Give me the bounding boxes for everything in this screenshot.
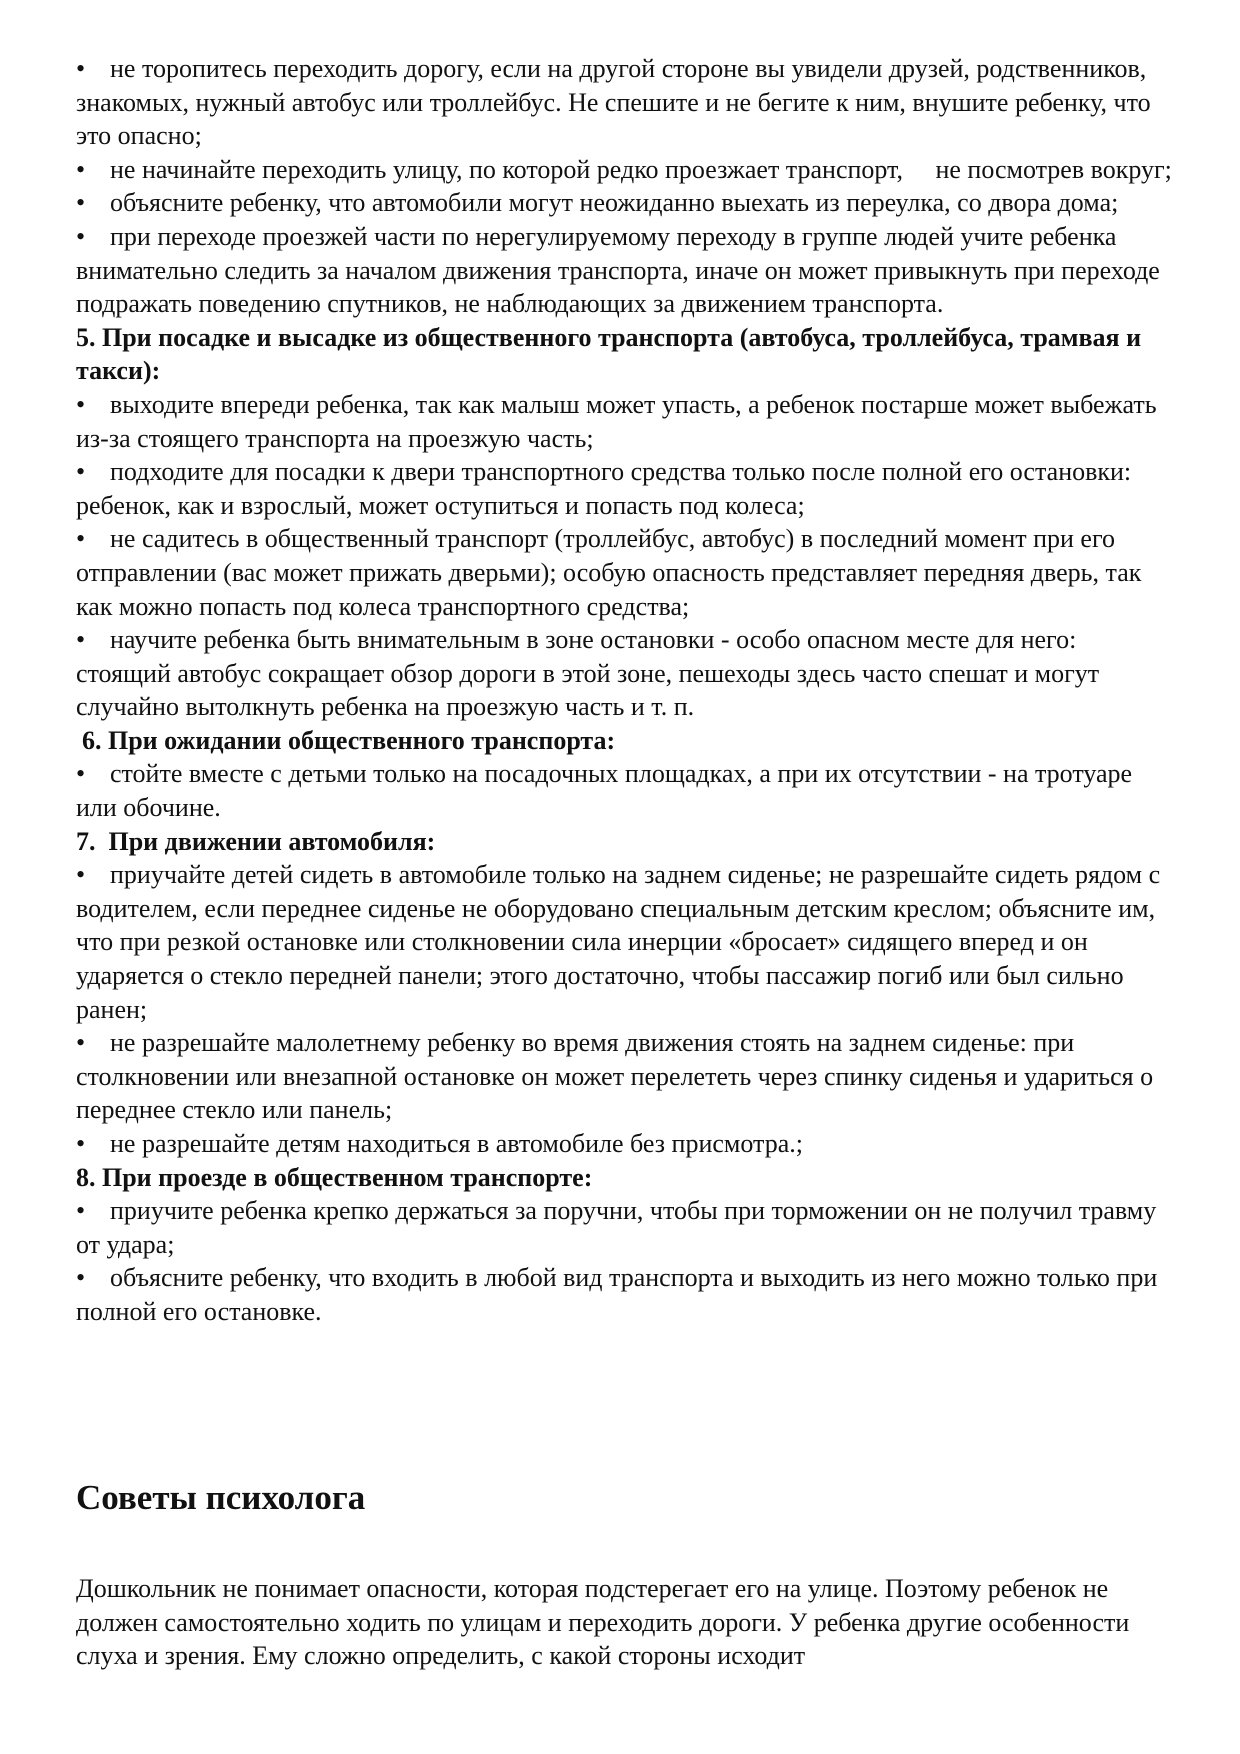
list-item-text: не начинайте переходить улицу, по которой редко проезжает транспорт, не посмотрев вокруг; <box>110 154 1172 184</box>
section-heading-8: 8. При проезде в общественном транспорте: <box>76 1162 593 1192</box>
body-paragraph: Дошкольник не понимает опасности, которая подстерегает его на улице. Поэтому ребенок не должен самостоятельно ходить по улицам и переходить дороги. У ребенка другие особенности слуха и зрения. Ему сложно определить, с какой стороны исходит <box>76 1574 1130 1671</box>
list-item <box>76 186 1176 220</box>
list-item-text: объясните ребенку, что входить в любой вид транспорта и выходить из него можно только при полной его остановке. <box>76 1263 1158 1326</box>
bullet-mark: • <box>76 54 86 83</box>
list-item <box>76 1261 1176 1328</box>
list-item-text: при переходе проезжей части по нерегулируемому переходу в группе людей учите ребенка внимательно следить за началом движения транспорта, иначе он может привыкнуть при переходе подражать поведению спутников, не наблюдающих за движением транспорта. <box>76 221 1160 319</box>
list-item <box>76 1127 1176 1161</box>
list-item <box>76 1194 1176 1261</box>
bullet-mark: • <box>76 759 86 789</box>
bullet-mark: • <box>76 524 86 554</box>
list-item-text: выходите впереди ребенка, так как малыш может упасть, а ребенок постарше может выбежать из-за стоящего транспорта на проезжую часть; <box>76 389 1157 453</box>
list-item <box>76 52 1176 153</box>
bullet-mark: • <box>76 188 86 218</box>
list-item <box>76 858 1176 1026</box>
bullet-mark: • <box>76 625 86 655</box>
document-body <box>76 52 1176 1329</box>
list-item <box>76 220 1176 321</box>
list-item <box>76 388 1176 455</box>
list-item <box>76 757 1176 824</box>
section-heading-7: 7. При движении автомобиля: <box>76 826 436 856</box>
bullet-mark: • <box>76 860 86 890</box>
list-item-text: не торопитесь переходить дорогу, если на другой стороне вы увидели друзей, родственников, знакомых, нужный автобус или троллейбус. Не спешите и не бегите к ним, внушите ребенку, что это опасно; <box>76 54 1151 151</box>
section-heading-5: 5. При посадке и высадке из общественного транспорта (автобуса, троллейбуса, трамвая и такси): <box>76 322 1142 386</box>
list-item-text: научите ребенка быть внимательным в зоне остановки - особо опасном месте для него: стоящий автобус сокращает обзор дороги в этой зоне, пешеходы здесь часто спешат и могут случайно вытолкнуть ребенка на проезжую часть и т. п. <box>76 625 1100 722</box>
bullet-mark: • <box>76 154 86 184</box>
bullet-mark: • <box>76 1129 86 1158</box>
section-title: Советы психолога <box>76 1478 366 1517</box>
list-item <box>76 1026 1176 1127</box>
list-item-text: приучайте детей сидеть в автомобиле только на заднем сиденье; не разрешайте сидеть рядом с водителем, если переднее сиденье не оборудовано специальным детским креслом; объясните им, что при резкой остановке или столкновении сила инерции «бросает» сидящего вперед и он ударяется о стекло передней панели; этого достаточно, чтобы пассажир погиб или был сильно ранен; <box>76 860 1161 1024</box>
bullet-mark: • <box>76 1028 86 1058</box>
list-item-text: не разрешайте детям находиться в автомобиле без присмотра.; <box>110 1129 803 1158</box>
list-item-text: не садитесь в общественный транспорт (троллейбус, автобус) в последний момент при его отправлении (вас может прижать дверьми); особую опасность представляет передняя дверь, так как можно попасть под колеса транспортного средства; <box>76 524 1142 621</box>
list-item-text: стойте вместе с детьми только на посадочных площадках, а при их отсутствии - на тротуаре или обочине. <box>76 759 1133 823</box>
list-item <box>76 153 1176 187</box>
section-heading-6: 6. При ожидании общественного транспорта: <box>82 725 616 755</box>
bullet-mark: • <box>76 1263 86 1293</box>
list-item-text: объясните ребенку, что автомобили могут неожиданно выехать из переулка, со двора дома; <box>110 188 1119 218</box>
list-item-text: не разрешайте малолетнему ребенку во время движения стоять на заднем сиденье: при столкновении или внезапной остановке он может перелететь через спинку сиденья и удариться о переднее стекло или панель; <box>76 1028 1154 1125</box>
list-item <box>76 623 1176 724</box>
list-item-text: приучите ребенка крепко держаться за поручни, чтобы при торможении он не получил травму от удара; <box>76 1196 1157 1259</box>
bullet-mark: • <box>76 457 86 487</box>
bullet-mark: • <box>76 221 86 251</box>
list-item <box>76 455 1176 522</box>
bullet-mark: • <box>76 389 86 419</box>
bullet-mark: • <box>76 1196 86 1226</box>
list-item-text: подходите для посадки к двери транспортного средства только после полной его остановки: ребенок, как и взрослый, может оступиться и попасть под колеса; <box>76 457 1132 520</box>
list-item <box>76 522 1176 623</box>
